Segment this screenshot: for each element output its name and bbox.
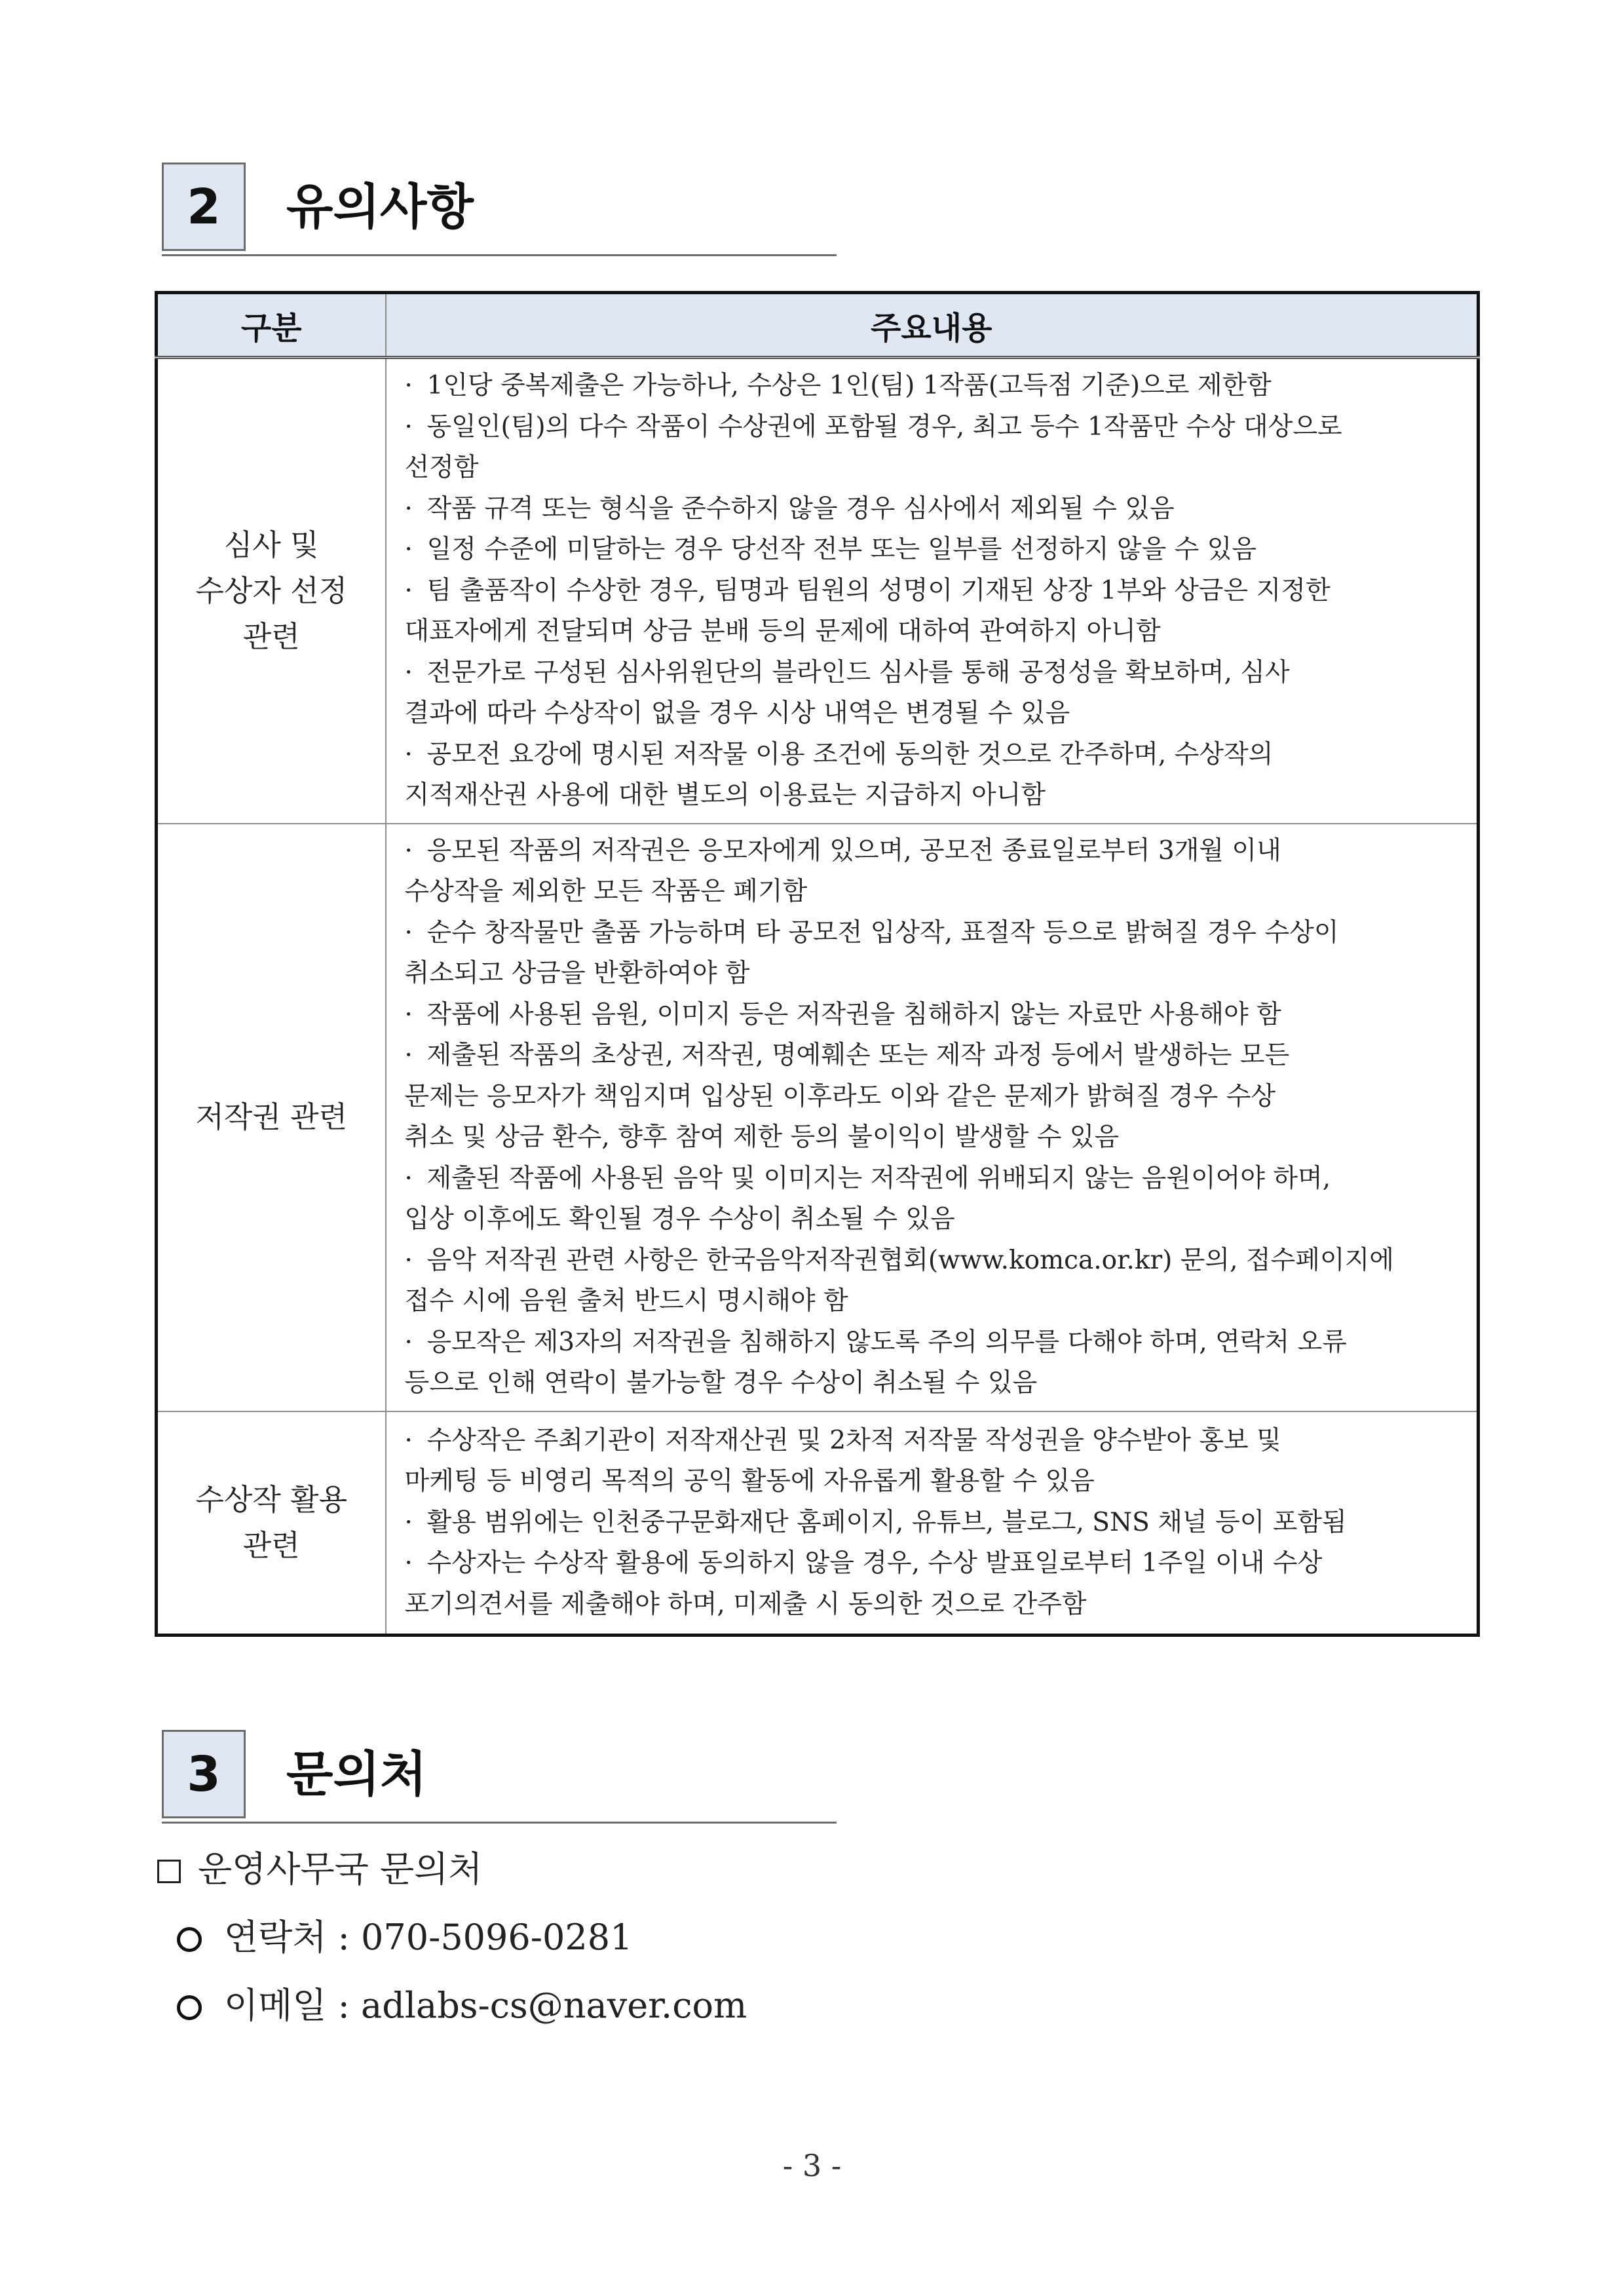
list-item-line: 음악 저작권 관련 사항은 한국음악저작권협회(www.komca.or.kr) 문의, 접수페이지에 [426, 1245, 1394, 1275]
bullet-dot-icon: · [404, 835, 413, 866]
list-item-line: 수상작을 제외한 모든 작품은 폐기함 [404, 877, 808, 906]
list-item-line: 취소 및 상금 환수, 향후 참여 제한 등의 불이익이 발생할 수 있음 [404, 1122, 1120, 1152]
list-item-line: 포기의견서를 제출해야 하며, 미제출 시 동의한 것으로 간주함 [404, 1589, 1087, 1619]
list-item-line: 작품에 사용된 음원, 이미지 등은 저작권을 침해하지 않는 자료만 사용해야 함 [426, 999, 1281, 1029]
bullet-dot-icon: · [404, 1548, 413, 1578]
bullet-dot-icon: · [404, 999, 413, 1029]
bullet-dot-icon: · [404, 411, 413, 442]
list-item-line: 선정함 [404, 453, 479, 482]
list-item [405, 1322, 1464, 1404]
section-title: 유의사항 [286, 179, 474, 235]
list-item-line: 순수 창작물만 출품 가능하며 타 공모전 입상작, 표절작 등으로 밝혀질 경우 수상이 [426, 917, 1339, 947]
category-label-line: 관련 [242, 1527, 300, 1563]
list-item-line: 응모작은 제3자의 저작권을 침해하지 않도록 주의 의무를 다해야 하며, 연락처 오류 [426, 1327, 1347, 1357]
list-item [405, 831, 1464, 913]
contact-phone: 연락처 : 070-5096-0281 [224, 1917, 633, 1958]
list-item-line: 대표자에게 전달되며 상금 분배 등의 문제에 대하여 관여하지 아니함 [404, 617, 1161, 646]
bullet-dot-icon: · [404, 1327, 413, 1357]
contact-email-row [177, 1978, 747, 2028]
list-item-line: 수상작은 주최기관이 저작재산권 및 2차적 저작물 작성권을 양수받아 홍보 및 [426, 1425, 1281, 1455]
list-item [405, 1158, 1464, 1240]
category-label-line: 수상작 활용 [195, 1482, 348, 1517]
list-item-line: 취소되고 상금을 반환하여야 함 [404, 959, 750, 988]
table-row [157, 1411, 1479, 1636]
bullet-dot-icon: · [404, 535, 413, 564]
list-item-line: 1인당 중복제출은 가능하나, 수상은 1인(팀) 1작품(고득점 기준)으로 제한함 [426, 371, 1272, 400]
category-cell [157, 824, 386, 1411]
circle-bullet-icon [177, 1927, 202, 1952]
bullet-dot-icon: · [404, 493, 413, 524]
list-item [405, 1421, 1464, 1502]
category-cell [157, 1411, 386, 1636]
bullet-dot-icon: · [404, 575, 413, 605]
section-header-contact [162, 1730, 837, 1824]
list-item-line: 수상자는 수상작 활용에 동의하지 않을 경우, 수상 발표일로부터 1주일 이내 수상 [426, 1548, 1323, 1578]
list-item [405, 1502, 1464, 1544]
contact-heading-row [157, 1841, 482, 1892]
contact-heading: 운영사무국 문의처 [198, 1848, 483, 1890]
list-item-line: 일정 수준에 미달하는 경우 당선작 전부 또는 일부를 선정하지 않을 수 있음 [426, 535, 1257, 564]
category-label-line: 심사 및 [223, 527, 319, 562]
list-item-line: 제출된 작품에 사용된 음악 및 이미지는 저작권에 위배되지 않는 음원이어야 하며, [426, 1163, 1331, 1193]
header-content: 주요내용 [386, 293, 1479, 358]
bullet-dot-icon: · [404, 1425, 413, 1455]
notice-table [155, 291, 1480, 1637]
list-item [405, 529, 1464, 571]
list-item-line: 동일인(팀)의 다수 작품이 수상권에 포함될 경우, 최고 등수 1작품만 수상 대상으로 [426, 411, 1342, 442]
list-item-line: 등으로 인해 연락이 불가능할 경우 수상이 취소될 수 있음 [404, 1368, 1038, 1398]
list-item [405, 653, 1464, 735]
list-item [405, 995, 1464, 1036]
list-item-line: 제출된 작품의 초상권, 저작권, 명예훼손 또는 제작 과정 등에서 발생하는 모든 [426, 1041, 1290, 1070]
bullet-dot-icon: · [404, 657, 413, 687]
list-item-line: 입상 이후에도 확인될 경우 수상이 취소될 수 있음 [404, 1204, 955, 1234]
list-item [405, 489, 1464, 530]
circle-bullet-icon [177, 1995, 202, 2020]
section-number: 3 [162, 1730, 246, 1818]
category-label-line: 수상자 선정 [195, 573, 348, 608]
bullet-dot-icon: · [404, 1245, 413, 1275]
bullet-dot-icon: · [404, 371, 413, 400]
section-title: 문의처 [286, 1746, 427, 1803]
bullet-dot-icon: · [404, 739, 413, 769]
list-item [405, 1543, 1464, 1625]
page-number: - 3 - [782, 2148, 842, 2183]
list-item [405, 1035, 1464, 1158]
category-cell [157, 358, 386, 824]
header-category: 구분 [157, 293, 386, 358]
table-row [157, 824, 1479, 1411]
section-header-notice [162, 163, 837, 256]
category-label-line: 관련 [242, 619, 300, 654]
bullet-dot-icon: · [404, 917, 413, 947]
bullet-dot-icon: · [404, 1507, 413, 1537]
list-item [405, 571, 1464, 653]
bullet-dot-icon: · [404, 1163, 413, 1193]
list-item-line: 전문가로 구성된 심사위원단의 블라인드 심사를 통해 공정성을 확보하며, 심사 [426, 657, 1290, 687]
list-item-line: 활용 범위에는 인천중구문화재단 홈페이지, 유튜브, 블로그, SNS 채널 등이 포함됨 [426, 1507, 1347, 1537]
section-number: 2 [162, 163, 246, 251]
list-item [405, 407, 1464, 489]
list-item-line: 접수 시에 음원 출처 반드시 명시해야 함 [404, 1286, 848, 1316]
checkbox-square-icon [157, 1860, 181, 1883]
table-header-row [157, 293, 1479, 358]
content-cell [386, 824, 1479, 1411]
list-item-line: 문제는 응모자가 책임지며 입상된 이후라도 이와 같은 문제가 밝혀질 경우 수상 [404, 1081, 1276, 1111]
content-cell [386, 1411, 1479, 1636]
bullet-dot-icon: · [404, 1041, 413, 1070]
list-item-line: 마케팅 등 비영리 목적의 공익 활동에 자유롭게 활용할 수 있음 [404, 1466, 1095, 1496]
table-row [157, 358, 1479, 824]
list-item-line: 팀 출품작이 수상한 경우, 팀명과 팀원의 성명이 기재된 상장 1부와 상금은 지정한 [426, 575, 1331, 605]
list-item [405, 1240, 1464, 1322]
category-label-line: 저작권 관련 [195, 1100, 348, 1134]
list-item [405, 366, 1464, 407]
list-item [405, 913, 1464, 995]
contact-email: 이메일 : adlabs-cs@naver.com [224, 1985, 747, 2026]
list-item-line: 결과에 따라 수상작이 없을 경우 시상 내역은 변경될 수 있음 [404, 698, 1070, 728]
content-cell [386, 358, 1479, 824]
list-item [405, 735, 1464, 816]
list-item-line: 공모전 요강에 명시된 저작물 이용 조건에 동의한 것으로 간주하며, 수상작의 [426, 739, 1274, 769]
contact-phone-row [177, 1909, 632, 1960]
list-item-line: 지적재산권 사용에 대한 별도의 이용료는 지급하지 아니함 [404, 780, 1046, 810]
list-item-line: 응모된 작품의 저작권은 응모자에게 있으며, 공모전 종료일로부터 3개월 이내 [426, 835, 1281, 866]
list-item-line: 작품 규격 또는 형식을 준수하지 않을 경우 심사에서 제외될 수 있음 [426, 493, 1175, 524]
